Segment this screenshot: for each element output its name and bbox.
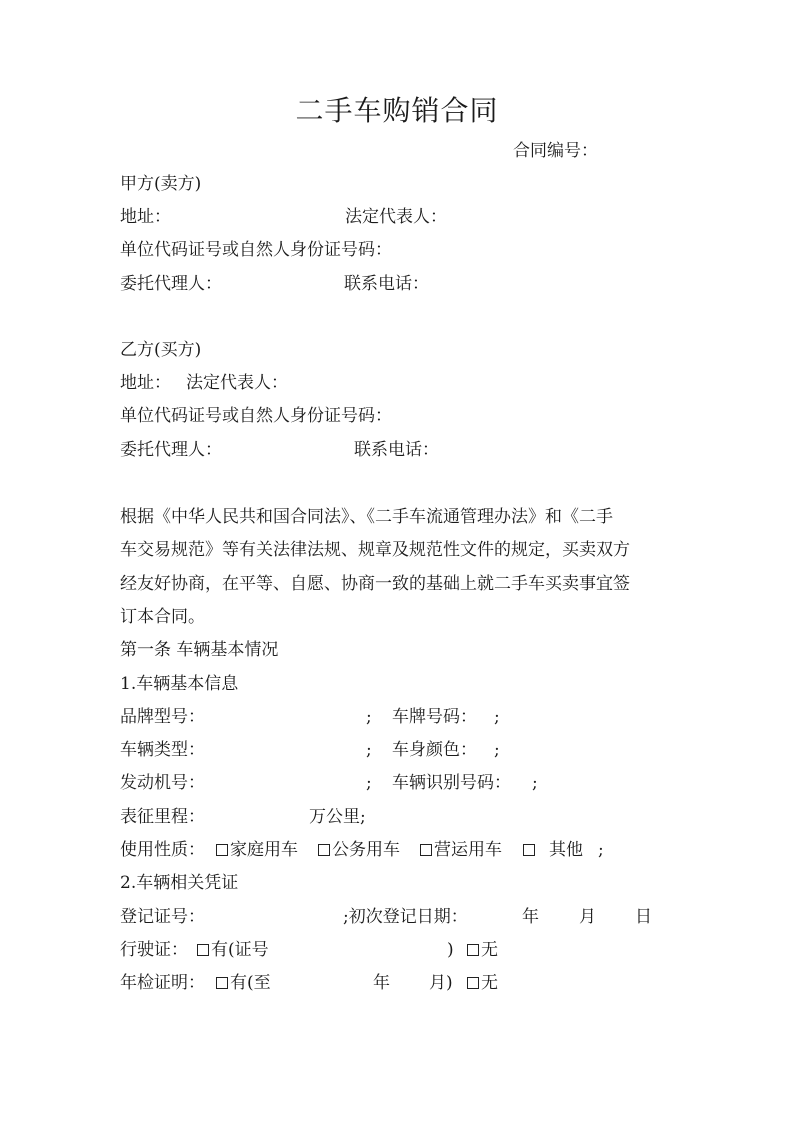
- option-label: 无: [481, 973, 498, 993]
- usage-option-label: 营运用车: [434, 840, 502, 860]
- checkbox-icon[interactable]: [467, 977, 479, 989]
- body-color-label: 车身颜色：: [392, 740, 477, 760]
- preamble-line: 车交易规范》等有关法律法规、规章及规范性文件的规定，买卖双方: [120, 540, 630, 560]
- separator: ;: [532, 773, 538, 793]
- usage-option-label: 公务用车: [332, 840, 400, 860]
- inspection-has-option[interactable]: [216, 973, 271, 993]
- party-b-id-label: 单位代码证号或自然人身份证号码：: [120, 406, 392, 426]
- party-b-legal-rep-label: 法定代表人：: [186, 373, 288, 393]
- checkbox-icon[interactable]: [467, 944, 479, 956]
- usage-option-official[interactable]: [318, 840, 400, 860]
- usage-option-label: 其他: [549, 840, 583, 860]
- separator: ;: [366, 707, 372, 727]
- license-none-option[interactable]: [467, 940, 498, 960]
- engine-number-label: 发动机号：: [120, 773, 205, 793]
- checkbox-icon[interactable]: [420, 844, 432, 856]
- section-vehicle-info: 1.车辆基本信息: [120, 674, 239, 694]
- section-vehicle-documents: 2.车辆相关凭证: [120, 873, 239, 893]
- preamble-line: 订本合同。: [120, 607, 205, 627]
- checkbox-icon[interactable]: [318, 844, 330, 856]
- separator: ;: [598, 840, 604, 860]
- article-1-heading: 第一条 车辆基本情况: [120, 640, 279, 660]
- close-paren: ): [447, 940, 454, 960]
- mileage-label: 表征里程：: [120, 807, 205, 827]
- contract-number-label: 合同编号：: [513, 141, 598, 161]
- checkbox-icon[interactable]: [197, 944, 209, 956]
- party-a-address-label: 地址：: [120, 207, 171, 227]
- month-close-label: 月): [429, 973, 453, 993]
- option-label: 无: [481, 940, 498, 960]
- checkbox-icon[interactable]: [216, 977, 228, 989]
- preamble-line: 根据《中华人民共和国合同法》、《二手车流通管理办法》和《二手: [120, 507, 613, 527]
- separator: ;: [366, 773, 372, 793]
- plate-number-label: 车牌号码：: [392, 707, 477, 727]
- vehicle-type-label: 车辆类型：: [120, 740, 205, 760]
- vin-label: 车辆识别号码：: [392, 773, 511, 793]
- year-label: 年: [373, 973, 390, 993]
- party-b-agent-label: 委托代理人：: [120, 440, 222, 460]
- driving-license-label: 行驶证：: [120, 940, 188, 960]
- checkbox-icon[interactable]: [523, 844, 535, 856]
- license-has-option[interactable]: [197, 940, 269, 960]
- usage-label: 使用性质：: [120, 840, 205, 860]
- day-label: 日: [635, 907, 652, 927]
- usage-option-family[interactable]: [216, 840, 298, 860]
- separator: ;: [494, 740, 500, 760]
- inspection-none-option[interactable]: [467, 973, 498, 993]
- month-label: 月: [579, 907, 596, 927]
- registration-cert-label: 登记证号：: [120, 907, 205, 927]
- party-a-heading: 甲方(卖方): [120, 174, 202, 194]
- year-label: 年: [522, 907, 539, 927]
- party-a-id-label: 单位代码证号或自然人身份证号码：: [120, 240, 392, 260]
- mileage-unit: 万公里;: [309, 807, 366, 827]
- party-a-agent-label: 委托代理人：: [120, 274, 222, 294]
- party-b-phone-label: 联系电话：: [354, 440, 439, 460]
- option-label: 有(证号: [211, 940, 269, 960]
- usage-option-label: 家庭用车: [230, 840, 298, 860]
- page-title: 二手车购销合同: [295, 94, 499, 127]
- party-b-heading: 乙方(买方): [120, 340, 202, 360]
- checkbox-icon[interactable]: [216, 844, 228, 856]
- usage-option-commercial[interactable]: [420, 840, 502, 860]
- preamble-line: 经友好协商，在平等、自愿、协商一致的基础上就二手车买卖事宜签: [120, 574, 630, 594]
- first-registration-label: ;初次登记日期：: [343, 907, 468, 927]
- separator: ;: [494, 707, 500, 727]
- party-a-legal-rep-label: 法定代表人：: [345, 207, 447, 227]
- separator: ;: [366, 740, 372, 760]
- usage-option-other[interactable]: [523, 840, 583, 860]
- inspection-label: 年检证明：: [120, 973, 205, 993]
- party-a-phone-label: 联系电话：: [344, 274, 429, 294]
- brand-model-label: 品牌型号：: [120, 707, 205, 727]
- option-label: 有(至: [230, 973, 271, 993]
- party-b-address-label: 地址：: [120, 373, 171, 393]
